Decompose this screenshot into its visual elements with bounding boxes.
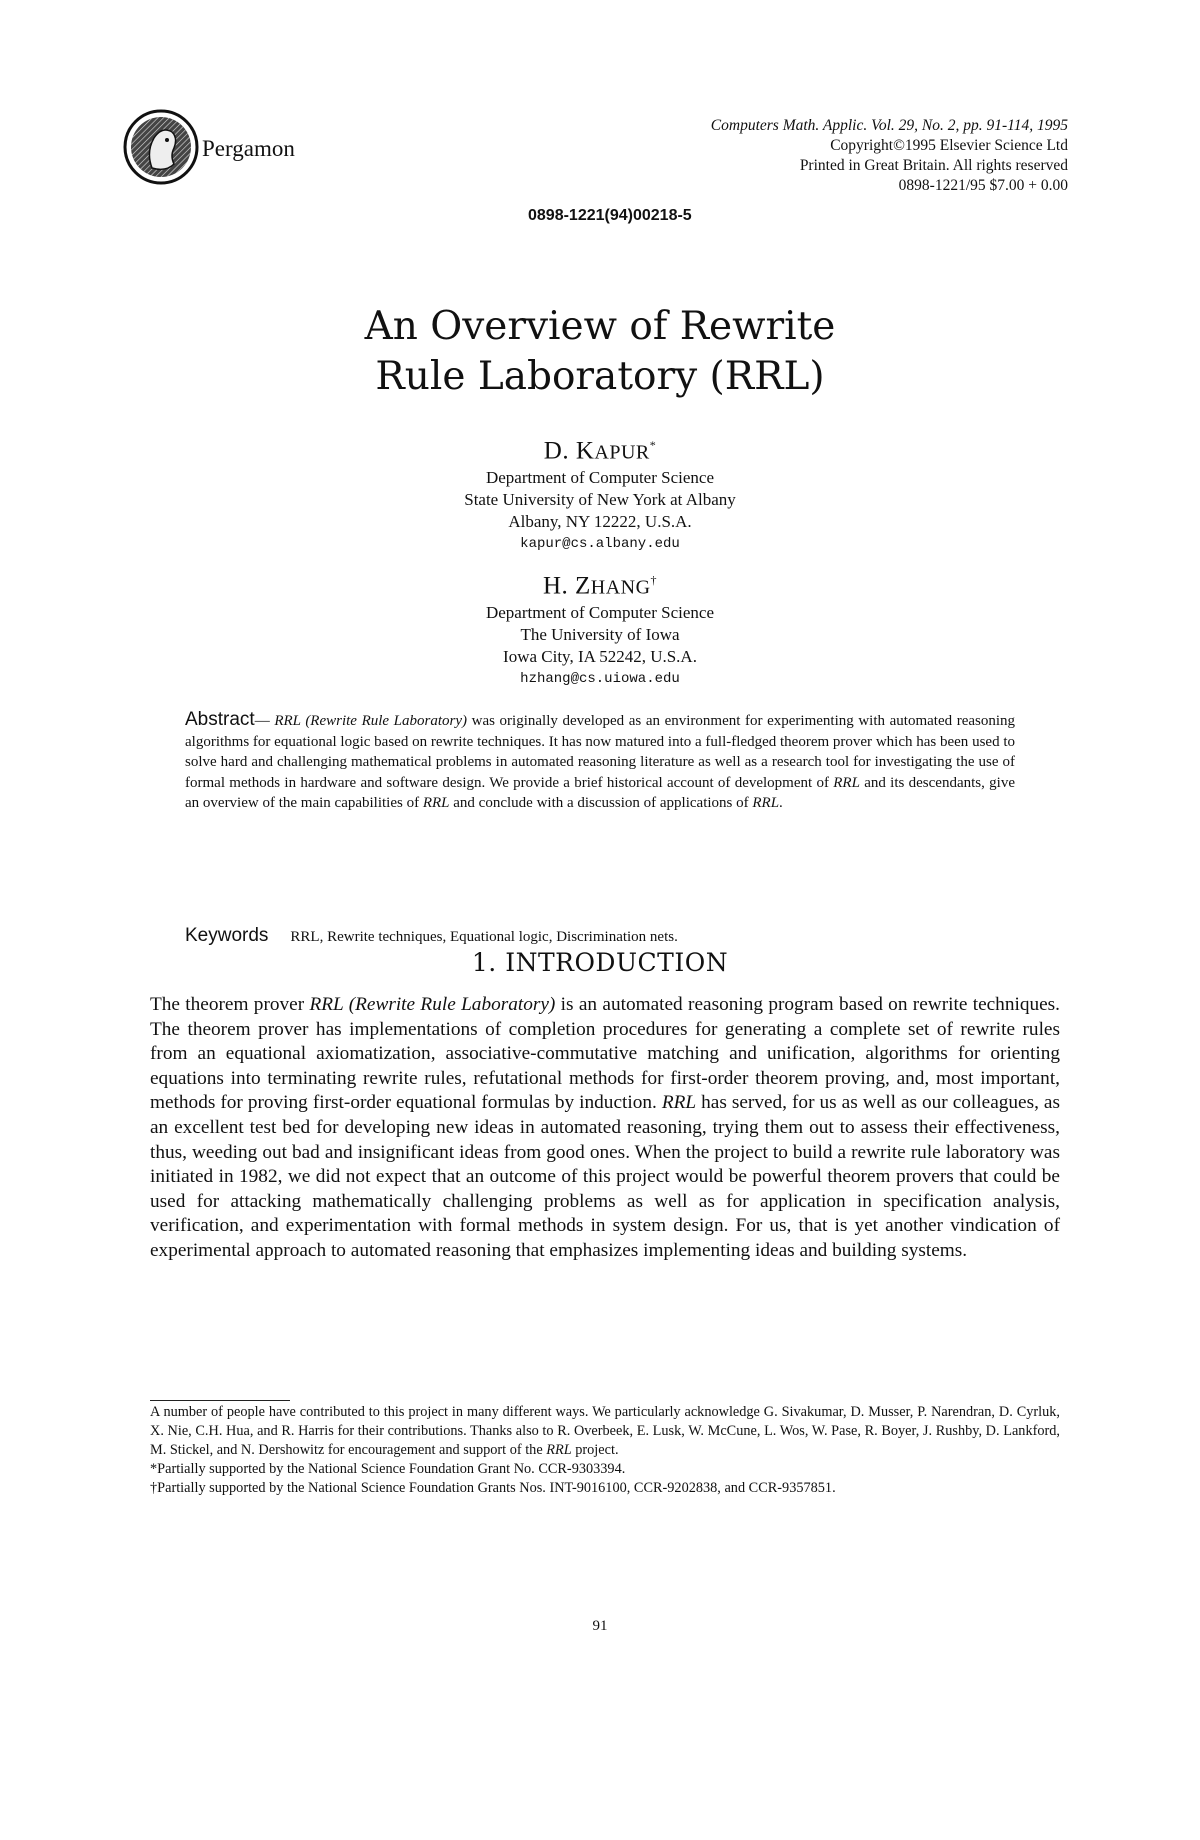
author-name: D. KAPUR* — [543, 437, 657, 465]
footnote-kapur: *Partially supported by the National Science Foundation Grant No. CCR-9303394. — [150, 1461, 626, 1477]
abstract-label: Abstract — [185, 709, 255, 730]
price-line: 0898-1221/95 $7.00 + 0.00 — [898, 177, 1068, 194]
author-block-1 — [0, 430, 1200, 555]
keywords — [185, 925, 1025, 947]
section-heading: 1. INTRODUCTION — [471, 948, 729, 977]
journal-citation: Computers Math. Applic. Vol. 29, No. 2, pp. 91-114, 1995 — [710, 117, 1068, 134]
paper-title — [0, 302, 1200, 402]
title-line-1: An Overview of Rewrite — [364, 304, 836, 349]
publisher-logo — [122, 108, 422, 188]
keywords-label: Keywords — [185, 925, 269, 946]
page-number: 91 — [592, 1618, 608, 1634]
author-name: H. ZHANG† — [542, 572, 658, 600]
author-email: kapur@cs.albany.edu — [520, 536, 680, 553]
copyright-line: Copyright©1995 Elsevier Science Ltd — [830, 137, 1068, 154]
printed-line: Printed in Great Britain. All rights reserved — [799, 157, 1068, 174]
author-address: Albany, NY 12222, U.S.A. — [508, 512, 692, 532]
author-department: Department of Computer Science — [485, 468, 714, 488]
issn-code: 0898-1221(94)00218-5 — [528, 207, 692, 224]
author-email: hzhang@cs.uiowa.edu — [520, 671, 680, 688]
introduction-paragraph: The theorem prover RRL (Rewrite Rule Laboratory) is an automated reasoning program based on rewrite techniques. The theorem prover has implementations of completion procedures for generating a complete set of rewrite rules from an equational axiomatization, associative-commutative matching and unification, algorithms for orienting equations into terminating rewrite rules, refutational methods for first-order theorem proving, and, most important, methods for proving first-order equational formulas by induction. RRL has served, for us as well as our colleagues, as an excellent test bed for developing new ideas in automated reasoning, trying them out to assess their effectiveness, thus, weeding out bad and insignificant ideas from good ones. When the project to build a rewrite rule laboratory was initiated in 1982, we did not expect that an outcome of this project would be powerful theorem provers that could be used for attacking mathematically challenging problems as well as for application in specification analysis, verification, and experimentation with formal methods in system design. For us, that is yet another vindication of experimental approach to automated reasoning that emphasizes implementing ideas and building systems. — [150, 994, 1060, 1261]
author-university: The University of Iowa — [520, 625, 680, 645]
footnotes — [150, 1403, 1060, 1498]
author-block-2 — [0, 565, 1200, 690]
author-address: Iowa City, IA 52242, U.S.A. — [503, 647, 697, 667]
footnote-zhang: †Partially supported by the National Science Foundation Grants Nos. INT-9016100, CCR-9202838, and CCR-9357851. — [150, 1480, 836, 1496]
author-department: Department of Computer Science — [485, 603, 714, 623]
footnote-rule — [150, 1400, 290, 1401]
acknowledgement-footnote: A number of people have contributed to this project in many different ways. We particularly acknowledge G. Sivakumar, D. Musser, P. Narendran, D. Cyrluk, X. Nie, C.H. Hua, and R. Harris for their contributions. Thanks also to R. Overbeek, E. Lusk, W. McCune, L. Wos, W. Pase, R. Boyer, J. Rushby, D. Lankford, M. Stickel, and N. Dershowitz for encouragement and support of the RRL project. — [150, 1404, 1060, 1458]
abstract: Abstract— RRL (Rewrite Rule Laboratory) was originally developed as an environment for experimenting with automated reasoning algorithms for equational logic based on rewrite techniques. It has now matured into a full-fledged theorem prover which has been used to solve hard and challenging mathematical problems in automated reasoning literature as well as a research tool for investigating the use of formal methods in hardware and software design. We provide a brief historical account of development of RRL and its descendants, give an overview of the main capabilities of RRL and conclude with a discussion of applications of RRL. — [185, 709, 1016, 811]
keywords-text: RRL, Rewrite techniques, Equational logic, Discrimination nets. — [290, 929, 678, 945]
title-line-2: Rule Laboratory (RRL) — [375, 354, 825, 399]
pergamon-emblem-icon — [122, 108, 200, 186]
journal-info — [711, 116, 1068, 196]
publisher-name: Pergamon — [202, 136, 295, 161]
author-university: State University of New York at Albany — [464, 490, 736, 510]
